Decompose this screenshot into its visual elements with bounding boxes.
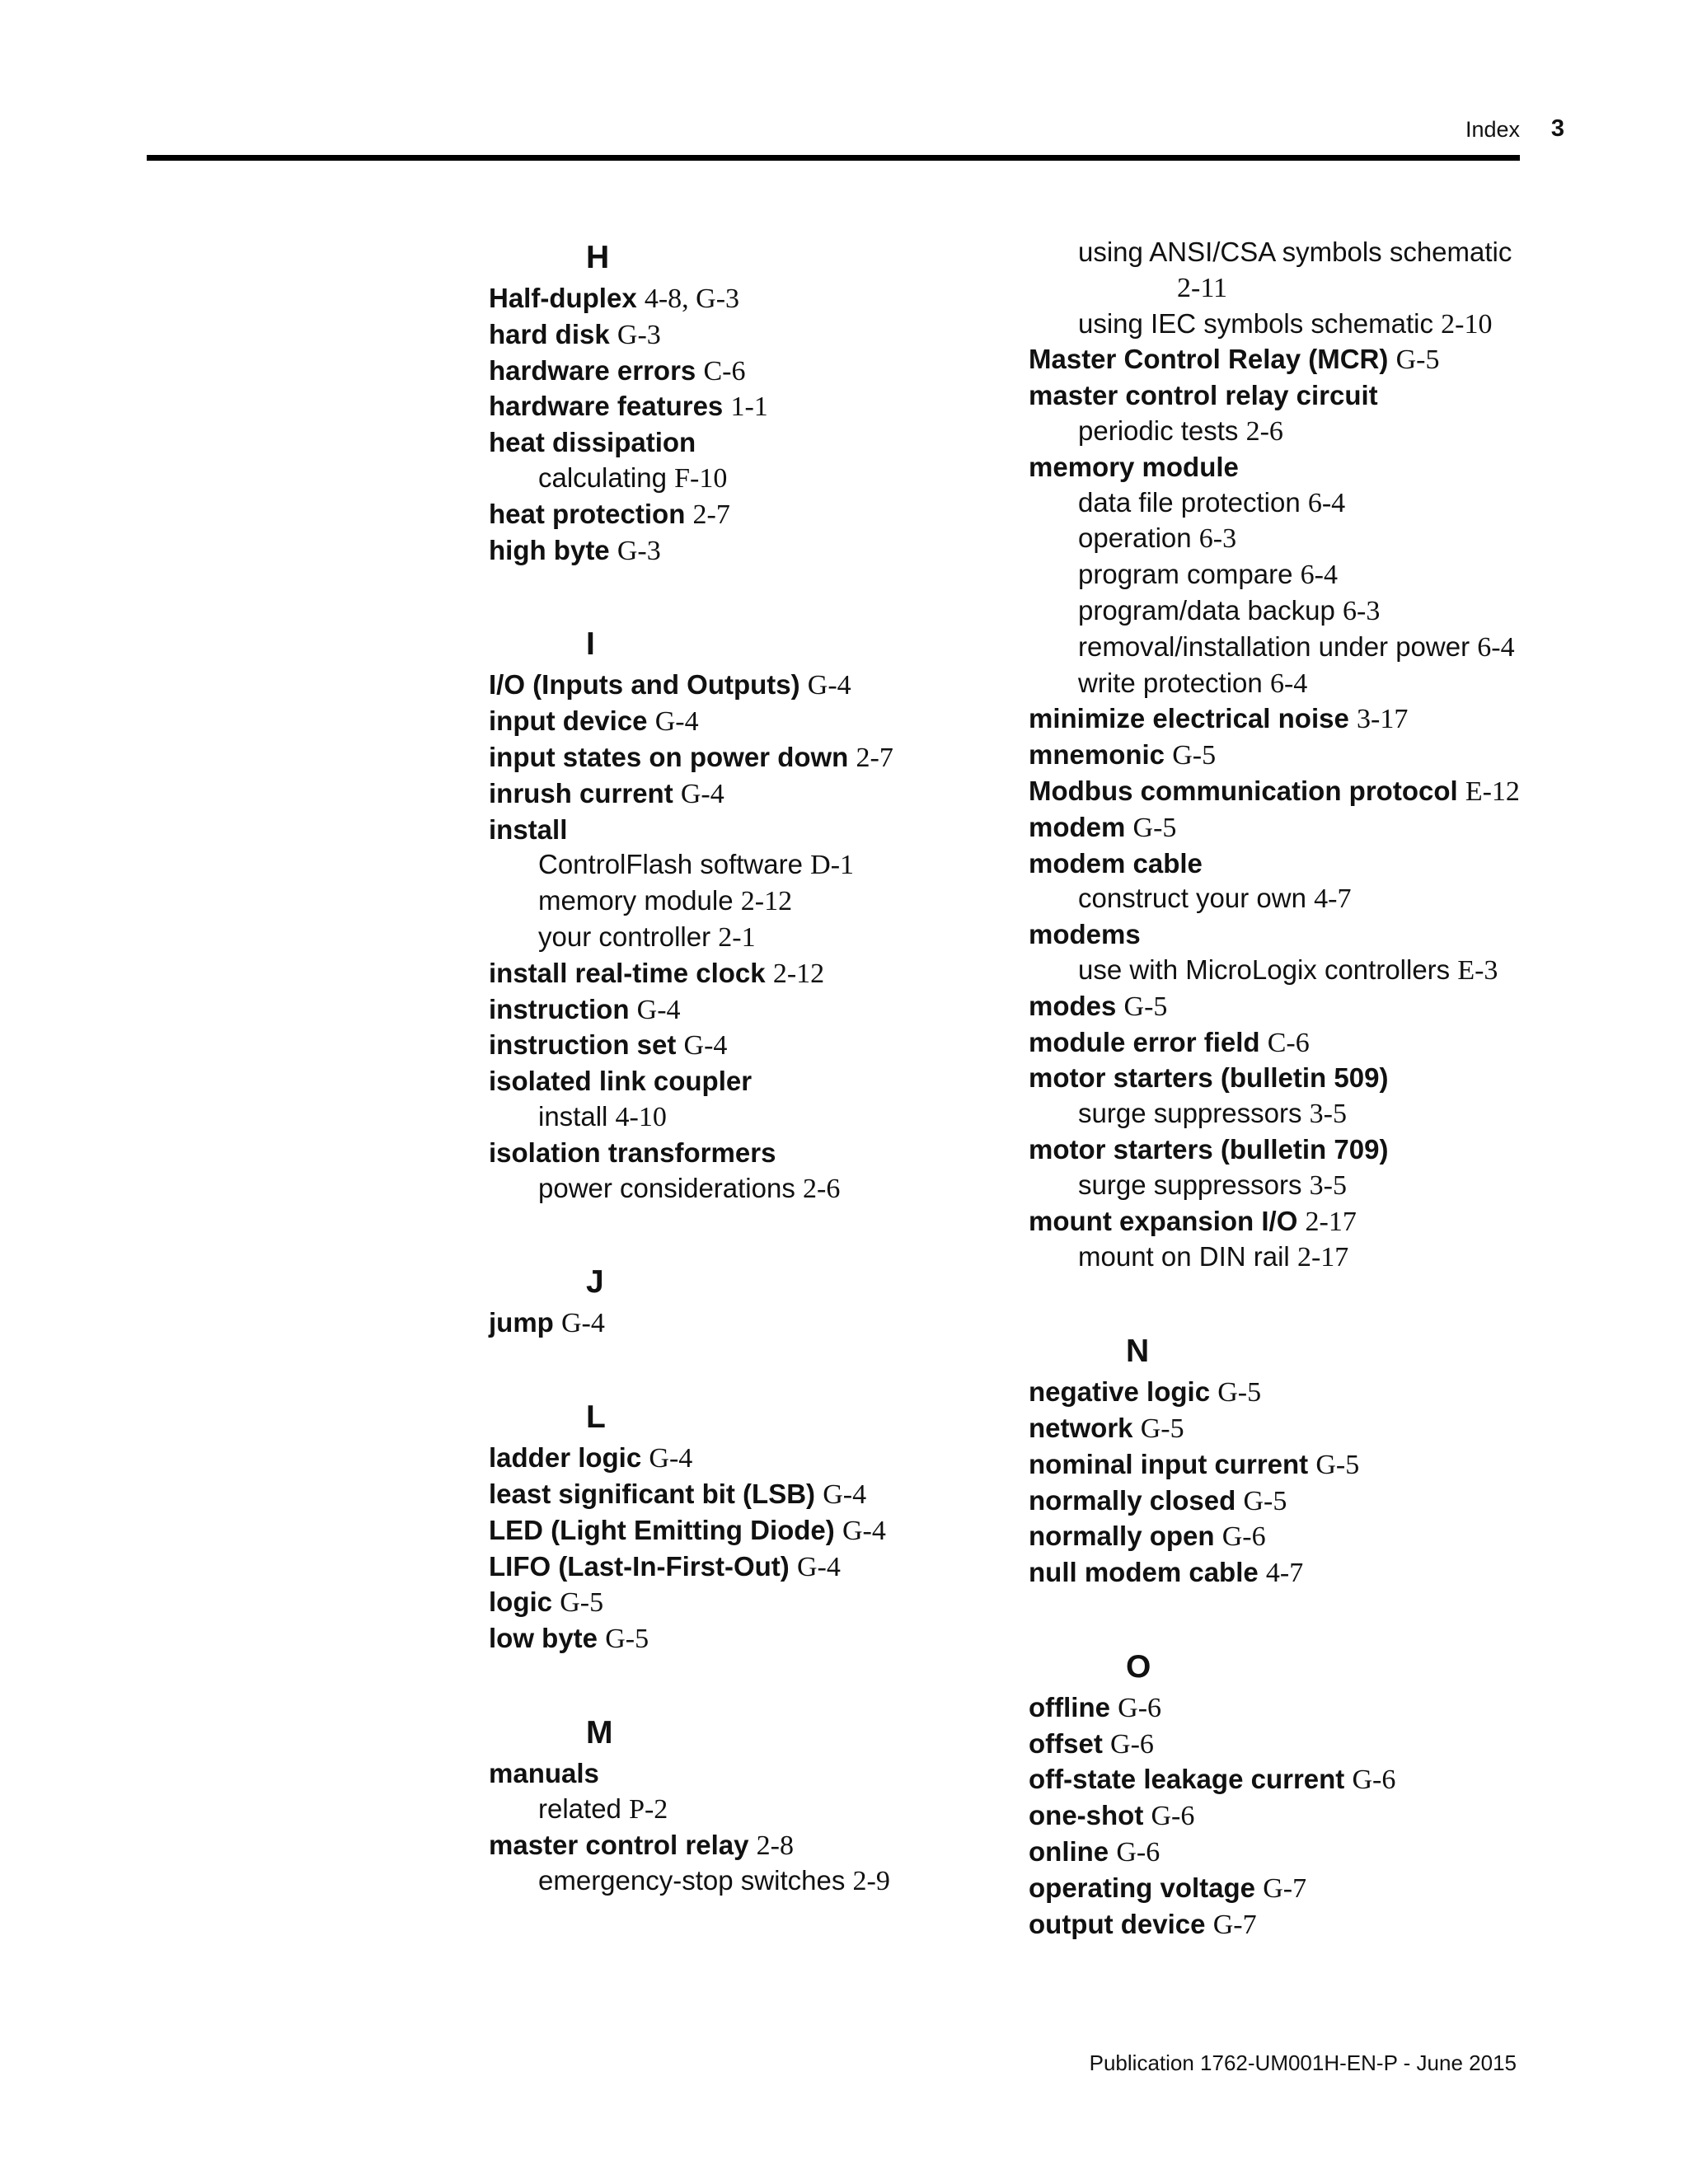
- page-reference: 2-12: [772, 958, 825, 989]
- index-term: isolated link coupler: [489, 1066, 753, 1097]
- index-term: modems: [1029, 919, 1141, 950]
- page-reference: 2-6: [803, 1173, 841, 1204]
- index-term: least significant bit (LSB): [489, 1478, 816, 1509]
- index-entry: [489, 1477, 1000, 1513]
- header-rule: [147, 155, 1520, 161]
- index-entry: [489, 1305, 1000, 1342]
- index-entry: [489, 533, 1000, 569]
- page-header: [0, 0, 1688, 165]
- index-term: logic: [489, 1586, 553, 1618]
- index-subentry: [489, 1863, 1000, 1900]
- page-reference: G-4: [636, 994, 681, 1025]
- index-continuation: [1029, 270, 1556, 307]
- page-reference: 4-7: [1265, 1558, 1304, 1589]
- page-reference: 6-4: [1269, 668, 1308, 699]
- index-subterm: install: [538, 1100, 608, 1132]
- index-entry: [1029, 989, 1556, 1025]
- page-reference: E-3: [1457, 954, 1498, 986]
- index-subentry: [489, 461, 1000, 497]
- page-reference: 3-5: [1309, 1099, 1347, 1130]
- page-reference: 2-17: [1305, 1206, 1357, 1237]
- index-entry: [1029, 738, 1556, 774]
- index-subterm: calculating: [538, 462, 667, 493]
- index-term: motor starters (bulletin 709): [1029, 1133, 1389, 1165]
- index-subentry: [1029, 593, 1556, 630]
- index-entry: [1029, 1727, 1556, 1763]
- page-reference: G-3: [617, 319, 661, 350]
- page-reference: 6-4: [1300, 560, 1338, 591]
- index-subentry: [1029, 414, 1556, 450]
- page-reference: 4-8, G-3: [644, 284, 740, 314]
- index-subentry: [1029, 557, 1556, 593]
- page-reference: G-7: [1212, 1909, 1257, 1940]
- index-term: hardware features: [489, 391, 724, 422]
- index-subterm: your controller: [538, 921, 711, 952]
- index-entry: [1029, 846, 1556, 882]
- page-reference: G-5: [560, 1587, 604, 1619]
- page-reference: 2-12: [740, 886, 793, 917]
- page-reference: G-6: [1110, 1728, 1154, 1760]
- index-subentry: [1029, 1096, 1556, 1132]
- index-term: network: [1029, 1412, 1133, 1443]
- index-term: hardware errors: [489, 354, 696, 386]
- index-term: Half-duplex: [489, 283, 637, 313]
- index-letter-heading: J: [586, 1264, 604, 1301]
- page-reference: 2-1: [718, 921, 756, 953]
- index-subterm: use with MicroLogix controllers: [1078, 954, 1451, 985]
- index-term: instruction set: [489, 1029, 677, 1061]
- index-letter-heading: I: [586, 626, 595, 663]
- index-term: low byte: [489, 1623, 598, 1654]
- index-subterm: ControlFlash software: [538, 849, 803, 880]
- index-letter-heading: H: [586, 240, 610, 275]
- page-reference: 2-8: [756, 1830, 794, 1861]
- page-reference: 1-1: [730, 391, 768, 423]
- index-term: LIFO (Last-In-First-Out): [489, 1550, 790, 1582]
- page-reference: G-4: [654, 706, 699, 738]
- index-subentry: [1029, 307, 1556, 343]
- page-reference: G-5: [1395, 344, 1440, 376]
- index-entry: [489, 1828, 1000, 1864]
- index-entry: [1029, 1835, 1556, 1871]
- index-term: inrush current: [489, 777, 673, 808]
- index-term: memory module: [1029, 451, 1239, 482]
- index-term: module error field: [1029, 1026, 1260, 1057]
- index-entry: [1029, 701, 1556, 738]
- index-entry: [1029, 810, 1556, 846]
- index-letter-heading: N: [1126, 1333, 1150, 1370]
- index-entry: [489, 1028, 1000, 1064]
- index-entry: [489, 668, 1000, 704]
- index-term: modem cable: [1029, 847, 1203, 879]
- section-gap: [1029, 1276, 1556, 1329]
- index-term: LED (Light Emitting Diode): [489, 1514, 835, 1545]
- index-term: ladder logic: [489, 1442, 642, 1474]
- index-entry: [1029, 1483, 1556, 1520]
- index-subterm: surge suppressors: [1078, 1169, 1302, 1200]
- index-entry: [1029, 1907, 1556, 1943]
- index-term: normally closed: [1029, 1484, 1236, 1516]
- index-subterm: memory module: [538, 885, 734, 916]
- index-term: master control relay: [489, 1829, 749, 1860]
- index-subterm: related: [538, 1793, 621, 1824]
- page-reference: G-4: [823, 1479, 867, 1510]
- index-term: master control relay circuit: [1029, 380, 1378, 411]
- index-term: mnemonic: [1029, 739, 1165, 771]
- page-reference: G-3: [617, 535, 661, 566]
- index-entry: [1029, 1132, 1556, 1168]
- index-term: heat protection: [489, 498, 686, 529]
- index-subterm: using ANSI/CSA symbols schematic: [1078, 237, 1512, 267]
- section-gap: [489, 1342, 1000, 1394]
- page-reference: 6-4: [1477, 631, 1515, 663]
- page-reference: 2-11: [1177, 272, 1228, 303]
- page-reference: 2-9: [852, 1866, 890, 1897]
- index-letter-heading: O: [1126, 1648, 1151, 1685]
- index-term: instruction: [489, 993, 630, 1024]
- index-subentry: [1029, 953, 1556, 989]
- index-term: null modem cable: [1029, 1557, 1259, 1588]
- index-subentry: [1029, 666, 1556, 702]
- index-subterm: emergency-stop switches: [538, 1865, 846, 1896]
- index-subterm: using IEC symbols schematic: [1078, 307, 1433, 339]
- index-entry: [489, 1064, 1000, 1099]
- index-term: modem: [1029, 811, 1126, 842]
- page-reference: G-4: [680, 778, 724, 809]
- index-term: high byte: [489, 534, 610, 565]
- section-gap: [1029, 1591, 1556, 1644]
- page-reference: G-6: [1116, 1837, 1160, 1868]
- index-entry: [489, 1585, 1000, 1621]
- index-subterm: removal/installation under power: [1078, 630, 1470, 662]
- index-term: offset: [1029, 1727, 1103, 1759]
- page-reference: 6-3: [1198, 523, 1237, 555]
- page-reference: G-6: [1352, 1765, 1396, 1796]
- index-entry: [1029, 1375, 1556, 1411]
- page-reference: G-5: [1123, 991, 1168, 1022]
- index-subterm: periodic tests: [1078, 415, 1239, 446]
- index-entry: [489, 1136, 1000, 1171]
- index-entry: [489, 497, 1000, 533]
- page-reference: G-6: [1118, 1692, 1162, 1723]
- index-entry: [1029, 1555, 1556, 1591]
- index-term: hard disk: [489, 318, 610, 349]
- page-reference: G-5: [1132, 812, 1177, 843]
- index-entry: [489, 425, 1000, 461]
- index-subentry: [1029, 485, 1556, 522]
- index-subentry: [489, 883, 1000, 920]
- page-reference: 2-10: [1441, 308, 1493, 340]
- index-entry: [489, 1621, 1000, 1657]
- page-reference: 3-5: [1309, 1169, 1347, 1201]
- page-reference: 3-17: [1357, 704, 1409, 735]
- page-reference: F-10: [674, 462, 728, 494]
- index-term: heat dissipation: [489, 427, 696, 458]
- page-reference: 6-3: [1343, 595, 1381, 626]
- index-subentry: [489, 847, 1000, 883]
- page-reference: 4-10: [615, 1101, 667, 1132]
- index-term: output device: [1029, 1908, 1206, 1939]
- index-entry: [1029, 1447, 1556, 1483]
- index-subentry: [489, 1792, 1000, 1828]
- page-reference: 2-7: [856, 742, 893, 773]
- index-term: mount expansion I/O: [1029, 1205, 1298, 1236]
- page-reference: G-4: [842, 1515, 886, 1546]
- index-entry: [489, 704, 1000, 740]
- page-reference: 2-17: [1296, 1242, 1349, 1273]
- index-subterm: construct your own: [1078, 883, 1306, 914]
- index-entry: [1029, 1762, 1556, 1798]
- index-entry: [489, 1513, 1000, 1549]
- index-entry: [489, 281, 1000, 317]
- index-entry: [489, 740, 1000, 776]
- page-reference: G-5: [1315, 1449, 1360, 1480]
- page-reference: G-4: [796, 1551, 841, 1582]
- section-gap: [489, 1207, 1000, 1259]
- index-subentry: [1029, 1168, 1556, 1204]
- section-gap: [489, 569, 1000, 621]
- index-term: online: [1029, 1836, 1109, 1868]
- index-term: operating voltage: [1029, 1872, 1256, 1903]
- page-reference: C-6: [1267, 1027, 1310, 1058]
- index-entry: [1029, 1025, 1556, 1062]
- index-entry: [1029, 1690, 1556, 1727]
- index-subterm: program compare: [1078, 559, 1293, 590]
- index-column-right: [1029, 235, 1556, 1943]
- index-entry: [1029, 774, 1556, 810]
- index-term: input device: [489, 705, 648, 737]
- page-reference: P-2: [629, 1793, 668, 1825]
- section-gap: [489, 1657, 1000, 1710]
- index-term: negative logic: [1029, 1376, 1211, 1408]
- index-entry: [489, 956, 1000, 992]
- index-subentry: [1029, 521, 1556, 557]
- page-reference: G-5: [1217, 1377, 1262, 1408]
- index-entry: [489, 813, 1000, 848]
- index-entry: [489, 1756, 1000, 1792]
- index-letter-heading: M: [586, 1714, 613, 1750]
- index-term: normally open: [1029, 1521, 1215, 1552]
- index-subterm: write protection: [1078, 667, 1263, 698]
- index-term: input states on power down: [489, 741, 849, 772]
- index-entry: [489, 389, 1000, 425]
- page-reference: 6-4: [1307, 487, 1346, 518]
- index-subentry: [1029, 235, 1556, 270]
- index-term: motor starters (bulletin 509): [1029, 1062, 1389, 1094]
- page-reference: G-4: [649, 1443, 693, 1474]
- page-reference: G-4: [807, 670, 851, 701]
- page-number: 3: [1550, 115, 1564, 142]
- index-term: manuals: [489, 1757, 599, 1788]
- index-entry: [1029, 1519, 1556, 1555]
- index-term: Master Control Relay (MCR): [1029, 344, 1389, 375]
- page-reference: G-5: [1243, 1485, 1287, 1516]
- page-reference: C-6: [703, 355, 746, 387]
- index-subentry: [489, 920, 1000, 956]
- index-subterm: data file protection: [1078, 486, 1301, 518]
- page-reference: G-5: [1140, 1413, 1184, 1444]
- page-reference: G-5: [1172, 740, 1217, 771]
- index-entry: [1029, 1204, 1556, 1240]
- index-entry: [1029, 378, 1556, 414]
- index-term: offline: [1029, 1691, 1110, 1722]
- index-term: one-shot: [1029, 1800, 1144, 1831]
- index-term: Modbus communication protocol: [1029, 775, 1458, 806]
- index-entry: [489, 992, 1000, 1029]
- index-subentry: [1029, 630, 1556, 666]
- index-term: modes: [1029, 990, 1117, 1021]
- index-entry: [1029, 917, 1556, 953]
- index-letter-heading: L: [586, 1399, 606, 1436]
- index-subentry: [489, 1171, 1000, 1207]
- index-subentry: [1029, 1240, 1556, 1276]
- page-reference: 2-7: [692, 499, 730, 530]
- index-term: install real-time clock: [489, 957, 766, 988]
- index-subterm: program/data backup: [1078, 594, 1335, 626]
- page-reference: G-4: [683, 1030, 728, 1062]
- index-term: jump: [489, 1307, 554, 1338]
- index-entry: [1029, 1411, 1556, 1447]
- index-entry: [489, 1441, 1000, 1477]
- index-entry: [489, 317, 1000, 354]
- index-column-left: [489, 235, 1000, 1900]
- index-subterm: mount on DIN rail: [1078, 1241, 1290, 1272]
- index-term: install: [489, 813, 568, 845]
- index-entry: [1029, 1798, 1556, 1835]
- index-term: nominal input current: [1029, 1448, 1309, 1479]
- index-subentry: [489, 1099, 1000, 1136]
- index-entry: [489, 1549, 1000, 1586]
- page-reference: 2-6: [1245, 415, 1283, 447]
- index-term: minimize electrical noise: [1029, 703, 1349, 734]
- index-subterm: power considerations: [538, 1172, 795, 1203]
- index-subentry: [1029, 881, 1556, 917]
- page-reference: D-1: [810, 850, 855, 881]
- index-entry: [1029, 342, 1556, 378]
- index-entry: [489, 776, 1000, 813]
- page-reference: 4-7: [1314, 883, 1352, 915]
- page-reference: E-12: [1465, 776, 1520, 807]
- index-subterm: operation: [1078, 523, 1192, 554]
- index-term: off-state leakage current: [1029, 1764, 1345, 1795]
- section-title: Index: [1465, 117, 1520, 142]
- index-term: I/O (Inputs and Outputs): [489, 669, 800, 701]
- publication-footer: Publication 1762-UM001H-EN-P - June 2015: [1089, 2050, 1517, 2075]
- index-entry: [1029, 450, 1556, 485]
- index-entry: [1029, 1061, 1556, 1096]
- index-subterm: surge suppressors: [1078, 1098, 1302, 1129]
- index-entry: [489, 354, 1000, 390]
- index-entry: [1029, 1871, 1556, 1907]
- page-reference: G-6: [1151, 1801, 1195, 1832]
- page-reference: G-6: [1221, 1521, 1266, 1553]
- page-reference: G-5: [605, 1624, 649, 1655]
- page-reference: G-7: [1263, 1872, 1307, 1904]
- index-term: isolation transformers: [489, 1137, 776, 1168]
- page-reference: G-4: [561, 1308, 605, 1339]
